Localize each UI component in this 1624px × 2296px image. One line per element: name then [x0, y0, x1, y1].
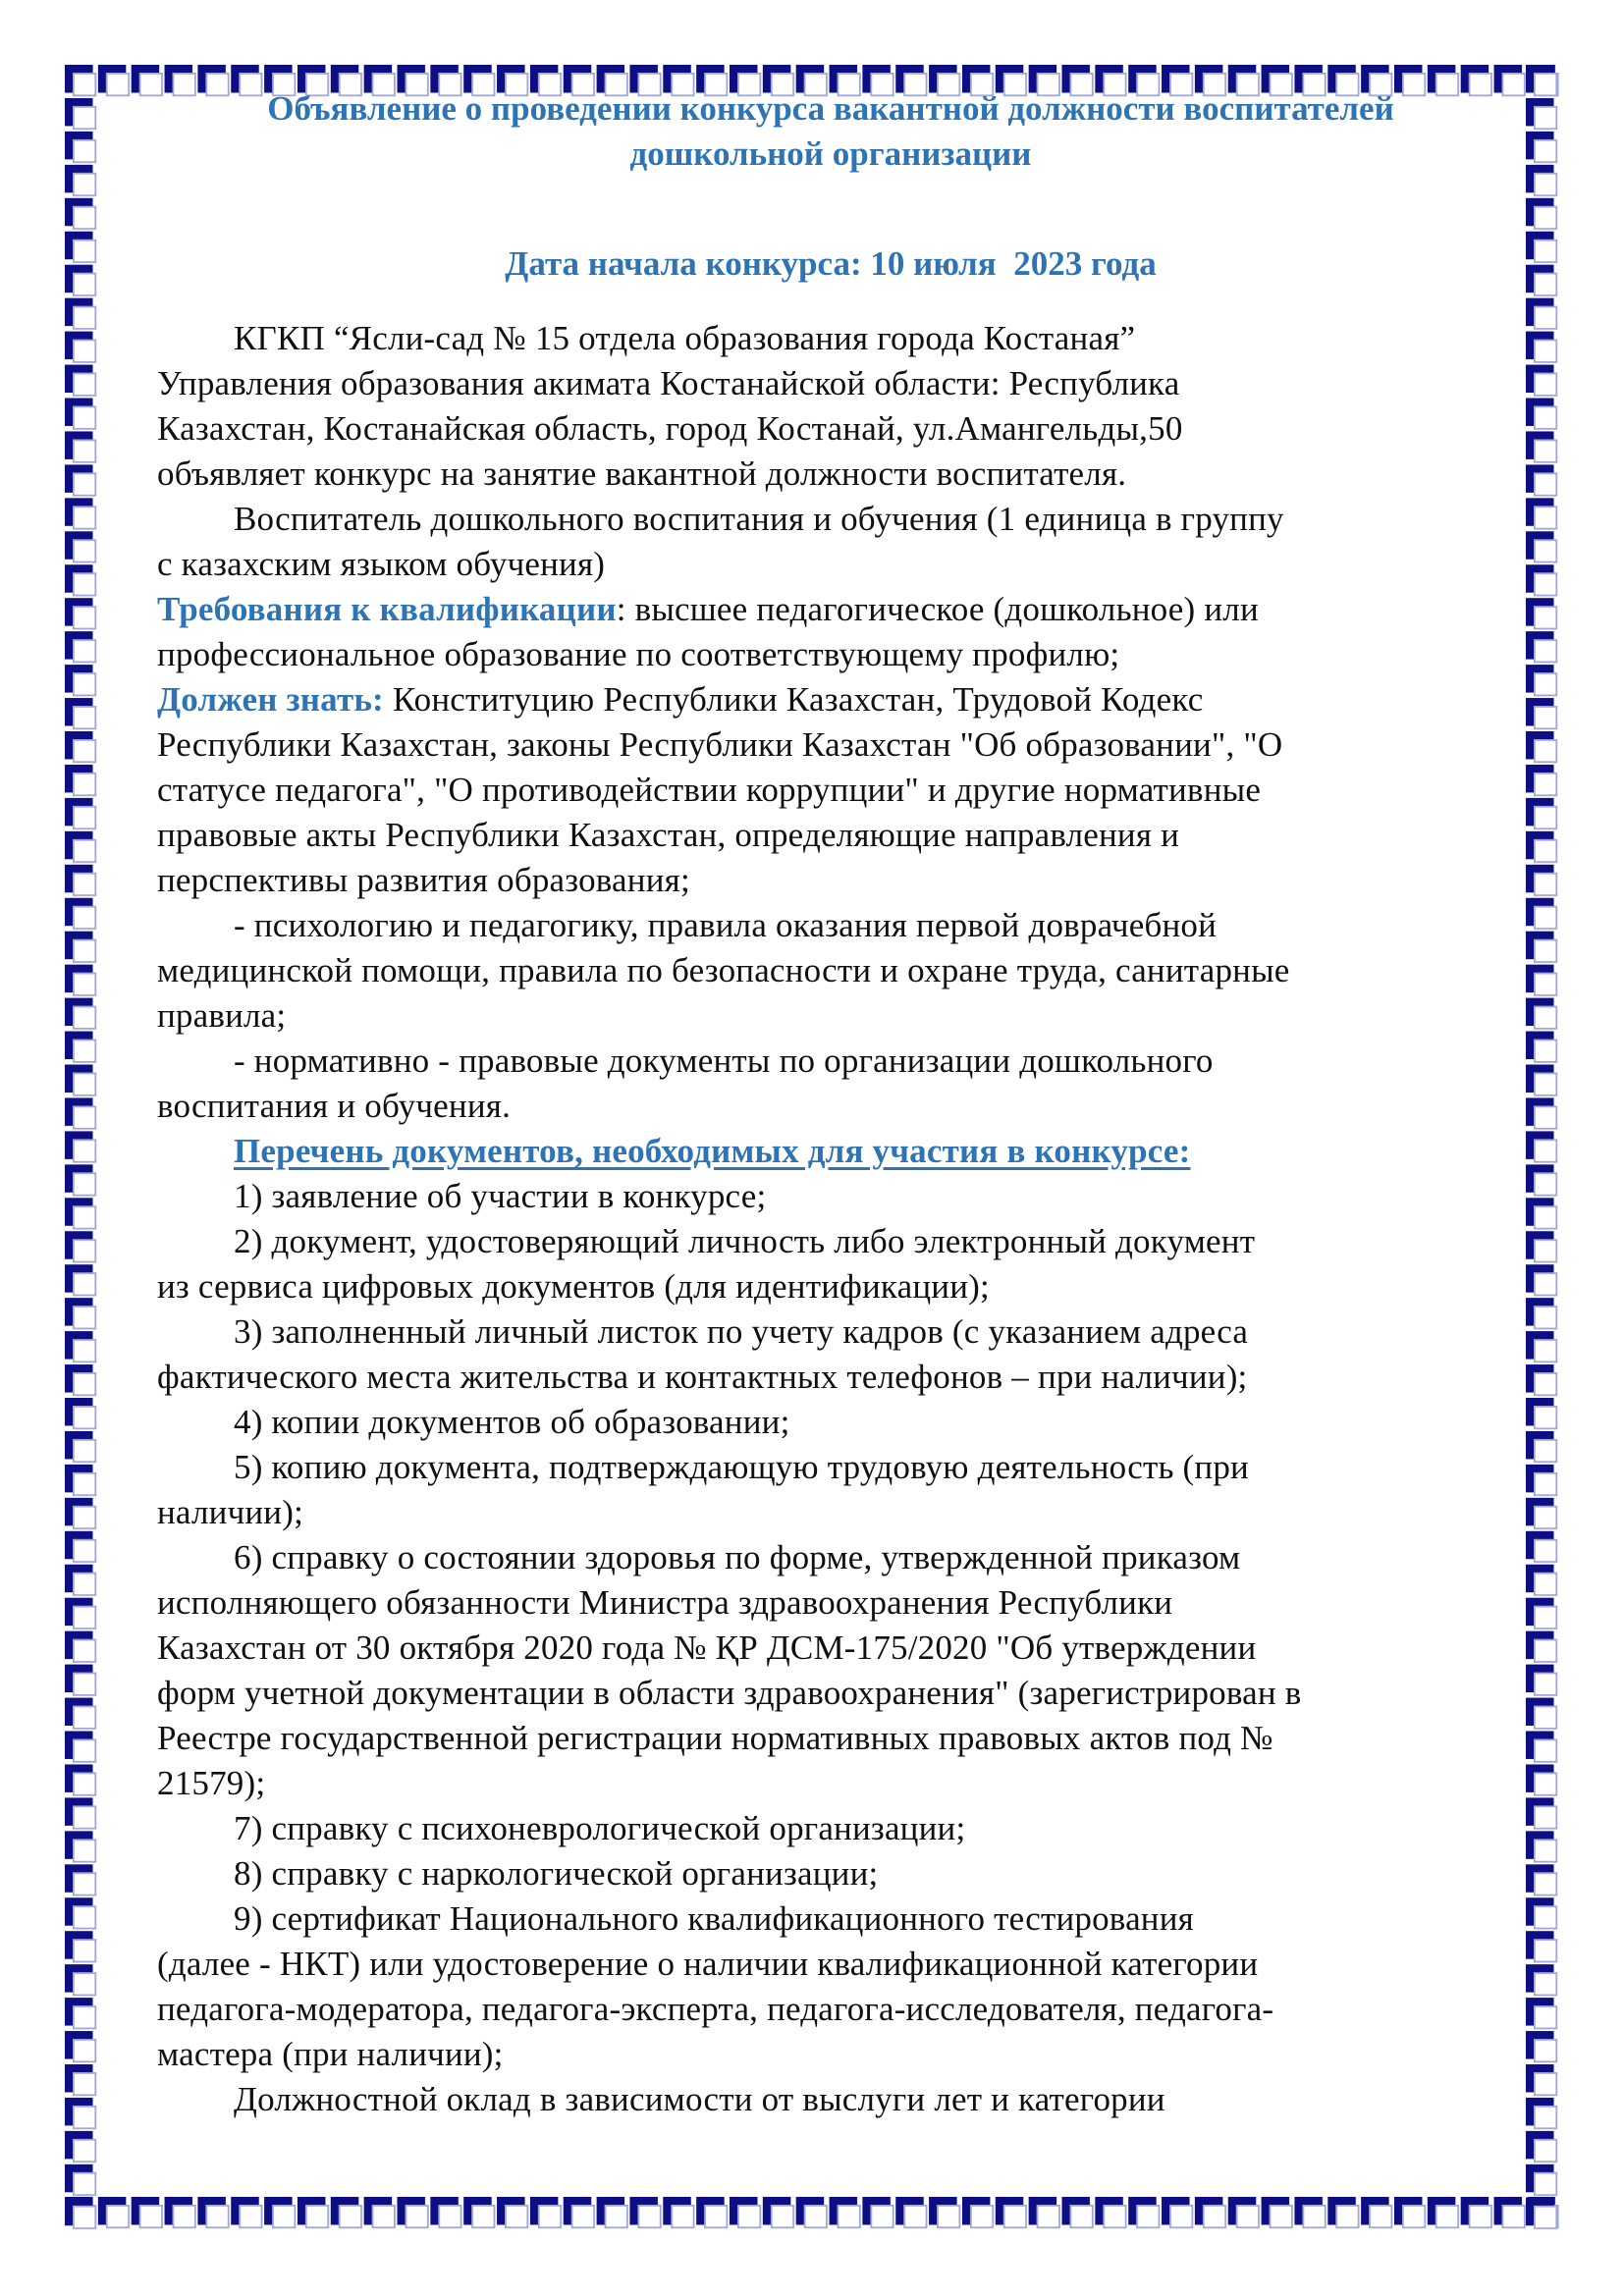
body-line — [157, 406, 1504, 452]
body-line — [157, 316, 1504, 361]
text-run: правовые акты Республики Казахстан, определяющие направления и — [157, 816, 1180, 854]
text-run: Управления образования акимата Костанайской области: Республика — [157, 364, 1180, 402]
body-line — [157, 858, 1504, 903]
body-line — [157, 1039, 1504, 1084]
body-line — [157, 768, 1504, 813]
text-run: 7) справку с психоневрологической организации; — [234, 1809, 966, 1847]
text-run: мастера (при наличии); — [157, 2035, 504, 2073]
text-run: Должностной оклад в зависимости от выслуги лет и категории — [234, 2080, 1165, 2118]
document-title-line2: дошкольной организации — [629, 134, 1032, 173]
text-run: Требования к квалификации — [157, 590, 617, 628]
text-run: фактического места жительства и контактных телефонов – при наличии); — [157, 1358, 1248, 1396]
body-line — [157, 1355, 1504, 1400]
body-line — [157, 1761, 1504, 1806]
document-title-line1: Объявление о проведении конкурса вакантной должности воспитателей — [267, 89, 1394, 128]
body-line — [157, 1309, 1504, 1355]
body-line — [157, 948, 1504, 993]
body-line — [157, 993, 1504, 1039]
body-line — [157, 1942, 1504, 1987]
text-run: : высшее педагогическое (дошкольное) или — [616, 590, 1259, 628]
text-run: 5) копию документа, подтверждающую трудовую деятельность (при — [234, 1448, 1249, 1486]
body-line — [157, 1219, 1504, 1264]
body-line — [157, 813, 1504, 858]
text-run: Казахстан от 30 октября 2020 года № ҚР ДСМ-175/2020 "Об утверждении — [157, 1629, 1257, 1667]
documents-list-heading: Перечень документов, необходимых для участия в конкурсе: — [234, 1132, 1191, 1170]
text-run: Реестре государственной регистрации нормативных правовых актов под № — [157, 1719, 1273, 1757]
text-run: форм учетной документации в области здравоохранения" (зарегистрирован в — [157, 1674, 1302, 1712]
body-line — [157, 542, 1504, 587]
body-line — [157, 1580, 1504, 1626]
text-run: Конституцию Республики Казахстан, Трудовой Кодекс — [383, 680, 1204, 719]
body-line — [157, 1400, 1504, 1445]
body-line — [157, 2077, 1504, 2122]
body-line — [157, 452, 1504, 497]
document-content — [157, 86, 1504, 2122]
body-line — [157, 677, 1504, 722]
body-line — [157, 1490, 1504, 1535]
text-run: Должен знать: — [157, 680, 384, 719]
text-run: - нормативно - правовые документы по организации дошкольного — [234, 1041, 1214, 1080]
text-run: 21579); — [157, 1764, 266, 1802]
text-run: Казахстан, Костанайская область, город Костанай, ул.Амангельды,50 — [157, 409, 1183, 448]
body-line — [157, 1445, 1504, 1490]
body-line — [157, 1264, 1504, 1309]
text-run: 1) заявление об участии в конкурсе; — [234, 1177, 767, 1215]
body-line — [157, 1806, 1504, 1851]
text-run: исполняющего обязанности Министра здравоохранения Республики — [157, 1583, 1173, 1622]
decorative-border-right — [1526, 65, 1559, 2230]
body-line — [157, 587, 1504, 632]
body-line — [157, 2032, 1504, 2077]
body-line — [157, 1896, 1504, 1942]
body-line — [157, 1129, 1504, 1174]
text-run: - психологию и педагогику, правила оказания первой доврачебной — [234, 906, 1218, 944]
text-run: 4) копии документов об образовании; — [234, 1403, 790, 1441]
text-run: 2) документ, удостоверяющий личность либо электронный документ — [234, 1222, 1256, 1260]
text-run: 3) заполненный личный листок по учету кадров (с указанием адреса — [234, 1312, 1249, 1351]
text-run: наличии); — [157, 1493, 304, 1531]
body-line — [157, 1084, 1504, 1129]
body-line — [157, 722, 1504, 768]
text-run: (далее - НКТ) или удостоверение о наличии квалификационной категории — [157, 1945, 1259, 1983]
text-run: 8) справку с наркологической организации; — [234, 1854, 879, 1893]
text-run: 6) справку о состоянии здоровья по форме, утвержденной приказом — [234, 1538, 1241, 1576]
text-run: статусе педагога", "О противодействии коррупции" и другие нормативные — [157, 771, 1262, 809]
body-line — [157, 632, 1504, 677]
body-line — [157, 1174, 1504, 1219]
text-run: объявляет конкурс на занятие вакантной должности воспитателя. — [157, 454, 1127, 493]
text-run: профессиональное образование по соответствующему профилю; — [157, 635, 1120, 673]
document-title — [157, 86, 1504, 177]
body-line — [157, 1716, 1504, 1761]
decorative-border-left — [65, 65, 98, 2230]
text-run: воспитания и обучения. — [157, 1087, 512, 1125]
text-run: Республики Казахстан, законы Республики Казахстан "Об образовании", "О — [157, 725, 1283, 764]
text-run: педагога-модератора, педагога-эксперта, педагога-исследователя, педагога- — [157, 1990, 1274, 2028]
start-date-heading: Дата начала конкурса: 10 июля 2023 года — [505, 244, 1157, 283]
decorative-border-bottom — [65, 2197, 1560, 2230]
text-run: 9) сертификат Национального квалификационного тестирования — [234, 1899, 1194, 1938]
body-line — [157, 1626, 1504, 1671]
body-line — [157, 497, 1504, 542]
body-line — [157, 1535, 1504, 1580]
text-run: правила; — [157, 996, 287, 1035]
text-run: Воспитатель дошкольного воспитания и обучения (1 единица в группу — [234, 500, 1284, 538]
body-line — [157, 361, 1504, 406]
document-body — [157, 316, 1504, 2122]
text-run: медицинской помощи, правила по безопасности и охране труда, санитарные — [157, 951, 1290, 989]
text-run: перспективы развития образования; — [157, 861, 690, 899]
body-line — [157, 903, 1504, 948]
body-line — [157, 1851, 1504, 1896]
text-run: КГКП “Ясли-сад № 15 отдела образования города Костаная” — [234, 319, 1136, 357]
text-run: из сервиса цифровых документов (для идентификации); — [157, 1267, 990, 1306]
body-line — [157, 1987, 1504, 2032]
body-line — [157, 1671, 1504, 1716]
text-run: с казахским языком обучения) — [157, 545, 606, 583]
